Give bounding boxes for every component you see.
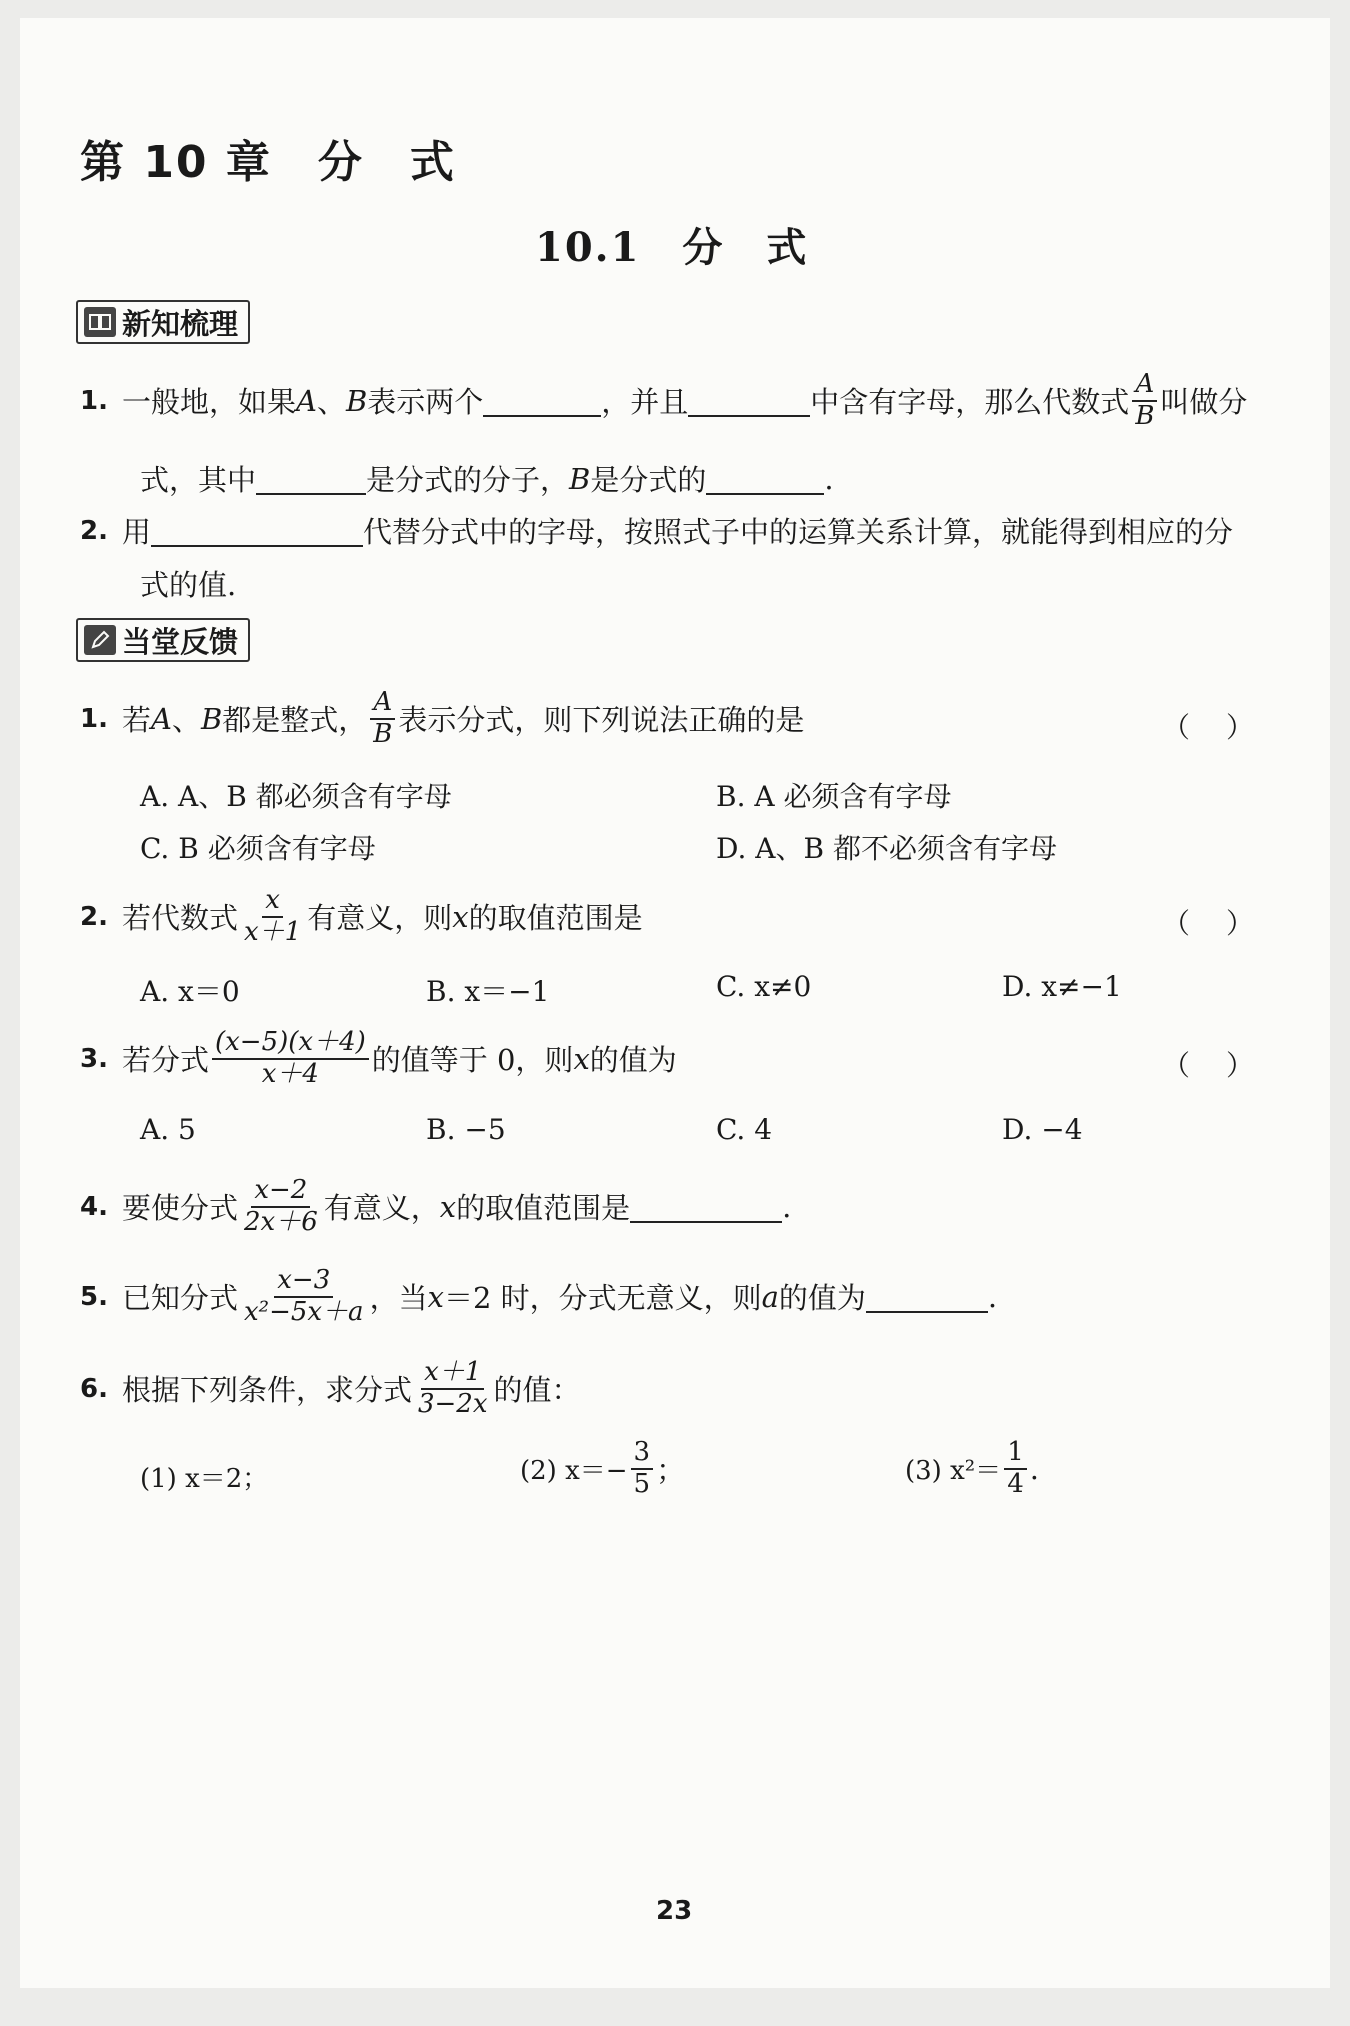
question-number: 1. (80, 385, 108, 416)
section-header-dangtang (76, 618, 250, 662)
dangtang-q4 (80, 1176, 791, 1238)
question-number: 5. (80, 1281, 108, 1312)
var-b: B (345, 383, 368, 418)
text: 表示分式，则下列说法正确的是 (398, 703, 805, 738)
var-b: B (200, 701, 223, 736)
fill-blank[interactable] (483, 385, 601, 417)
numerator: x (262, 886, 283, 918)
text: ； (656, 1453, 686, 1488)
option-c[interactable]: C. 4 (716, 1113, 773, 1146)
denominator: 2x＋6 (243, 1206, 318, 1237)
text: 的值为 (589, 1043, 677, 1078)
text: 若分式 (121, 1043, 209, 1078)
fill-blank[interactable] (688, 385, 810, 417)
answer-paren[interactable]: （ ） (1161, 711, 1258, 744)
text: 若 (121, 703, 151, 738)
text: 是分式的分子， (366, 463, 570, 497)
question-number: 3. (80, 1043, 108, 1074)
option-d[interactable]: D. −4 (1002, 1113, 1083, 1146)
fraction (212, 1028, 369, 1090)
option-a[interactable]: A. 5 (140, 1113, 196, 1146)
fraction (370, 688, 395, 750)
xinzhi-q2-line1 (80, 510, 1233, 551)
dangtang-q1 (80, 688, 804, 750)
denominator: 4 (1007, 1468, 1024, 1499)
numerator: A (1132, 370, 1157, 402)
xinzhi-q1-line2 (140, 458, 834, 499)
numerator: A (370, 688, 395, 720)
var-x: x (439, 1189, 457, 1224)
text: . (824, 461, 834, 496)
var-a: a (761, 1279, 779, 1314)
q6-sub3 (905, 1438, 1039, 1500)
numerator: x＋1 (421, 1358, 484, 1390)
denominator: B (373, 718, 393, 749)
text: 中含有字母，那么代数式 (810, 385, 1130, 420)
text: 表示两个 (367, 385, 484, 420)
xinzhi-q2-line2 (140, 563, 236, 604)
workbook-page (20, 18, 1330, 1988)
text: 叫做分 (1160, 385, 1248, 420)
section-header-xinzhi (76, 300, 250, 344)
text: 若代数式 (121, 901, 238, 936)
text: 有意义， (323, 1191, 440, 1226)
text: ，当 (369, 1281, 428, 1316)
denominator: x＋1 (243, 916, 302, 947)
var-a: A (295, 383, 317, 418)
text: 都是整式， (222, 703, 368, 738)
text: 的值等于 0，则 (371, 1043, 574, 1078)
fraction (415, 1358, 491, 1420)
text: ，并且 (601, 385, 689, 420)
numerator: 1 (1004, 1438, 1027, 1470)
text: 、 (171, 703, 201, 738)
page-number: 23 (656, 1896, 693, 1926)
option-c[interactable]: C. x≠0 (716, 970, 812, 1003)
text: 根据下列条件，求分式 (121, 1373, 412, 1408)
section-header-label: 新知梳理 (122, 306, 239, 341)
fill-blank[interactable] (706, 463, 824, 495)
text: 的取值范围是 (468, 901, 643, 936)
text: 的值为 (778, 1281, 866, 1316)
chapter-title: 第 10 章 分 式 (80, 137, 456, 188)
question-number: 2. (80, 515, 108, 546)
option-d[interactable]: D. x≠−1 (1002, 970, 1122, 1003)
text: 式的值. (140, 568, 237, 602)
fill-blank[interactable] (866, 1281, 988, 1313)
text: 一般地，如果 (121, 385, 296, 420)
option-b[interactable]: B. A 必须含有字母 (716, 780, 952, 813)
dangtang-q2 (80, 886, 643, 948)
denominator: x²−5x＋a (243, 1296, 364, 1327)
q6-sub1 (140, 1458, 268, 1495)
book-icon (84, 307, 116, 337)
text: 的取值范围是 (456, 1191, 631, 1226)
option-a[interactable]: A. A、B 都必须含有字母 (140, 780, 452, 813)
answer-paren[interactable]: （ ） (1161, 1049, 1258, 1082)
text: 有意义，则 (307, 901, 453, 936)
question-number: 2. (80, 901, 108, 932)
dangtang-q6 (80, 1358, 581, 1420)
fraction (241, 1266, 367, 1328)
var-x: x (427, 1279, 444, 1314)
numerator: x−2 (251, 1176, 310, 1208)
question-number: 1. (80, 703, 108, 734)
text: 式，其中 (140, 463, 257, 497)
var-x: x (573, 1041, 590, 1076)
text: 要使分式 (121, 1191, 238, 1226)
pencil-icon (84, 625, 116, 655)
fill-blank[interactable] (256, 463, 366, 495)
section-title: 10.1 分 式 (535, 224, 809, 271)
fraction (631, 1438, 654, 1500)
denominator: 3−2x (417, 1388, 488, 1419)
numerator: x−3 (274, 1266, 333, 1298)
section-header-label: 当堂反馈 (122, 624, 239, 659)
sub-question: (1) x＝2； (140, 1464, 269, 1494)
var-a: A (150, 701, 172, 736)
text: . (987, 1279, 998, 1314)
text: . (782, 1189, 792, 1224)
text: 是分式的 (590, 463, 707, 497)
option-b[interactable]: B. −5 (426, 1113, 506, 1146)
answer-paren[interactable]: （ ） (1161, 907, 1258, 940)
dangtang-q3 (80, 1028, 677, 1090)
fraction (1004, 1438, 1027, 1500)
var-x: x (452, 899, 469, 934)
fill-blank[interactable] (151, 515, 363, 547)
text: 代替分式中的字母，按照式子中的运算关系计算，就能得到相应的分 (362, 515, 1233, 549)
fraction (1132, 370, 1157, 432)
text: 用 (121, 515, 151, 549)
text: 的值： (493, 1373, 581, 1408)
text: 、 (316, 385, 346, 420)
text: ＝2 时，分式无意义，则 (443, 1281, 762, 1316)
denominator: B (1135, 400, 1155, 431)
xinzhi-q1-line1 (80, 370, 1247, 432)
dangtang-q5 (80, 1266, 997, 1328)
var-b: B (569, 461, 591, 496)
text: 已知分式 (121, 1281, 238, 1316)
question-number: 6. (80, 1373, 108, 1404)
text: . (1029, 1451, 1039, 1486)
numerator: (x−5)(x＋4) (212, 1028, 369, 1060)
question-number: 4. (80, 1191, 108, 1222)
option-b[interactable]: B. x＝−1 (426, 975, 550, 1008)
sub-question: (2) x＝− (520, 1456, 628, 1487)
denominator: x＋4 (261, 1058, 319, 1089)
sub-question: (3) x²＝ (905, 1456, 1002, 1487)
denominator: 5 (633, 1468, 651, 1499)
fill-blank[interactable] (630, 1191, 782, 1223)
numerator: 3 (631, 1438, 654, 1470)
fraction (241, 886, 304, 948)
option-d[interactable]: D. A、B 都不必须含有字母 (716, 832, 1057, 865)
option-c[interactable]: C. B 必须含有字母 (140, 832, 376, 865)
fraction (241, 1176, 321, 1238)
option-a[interactable]: A. x＝0 (140, 975, 240, 1008)
q6-sub2 (520, 1438, 685, 1500)
